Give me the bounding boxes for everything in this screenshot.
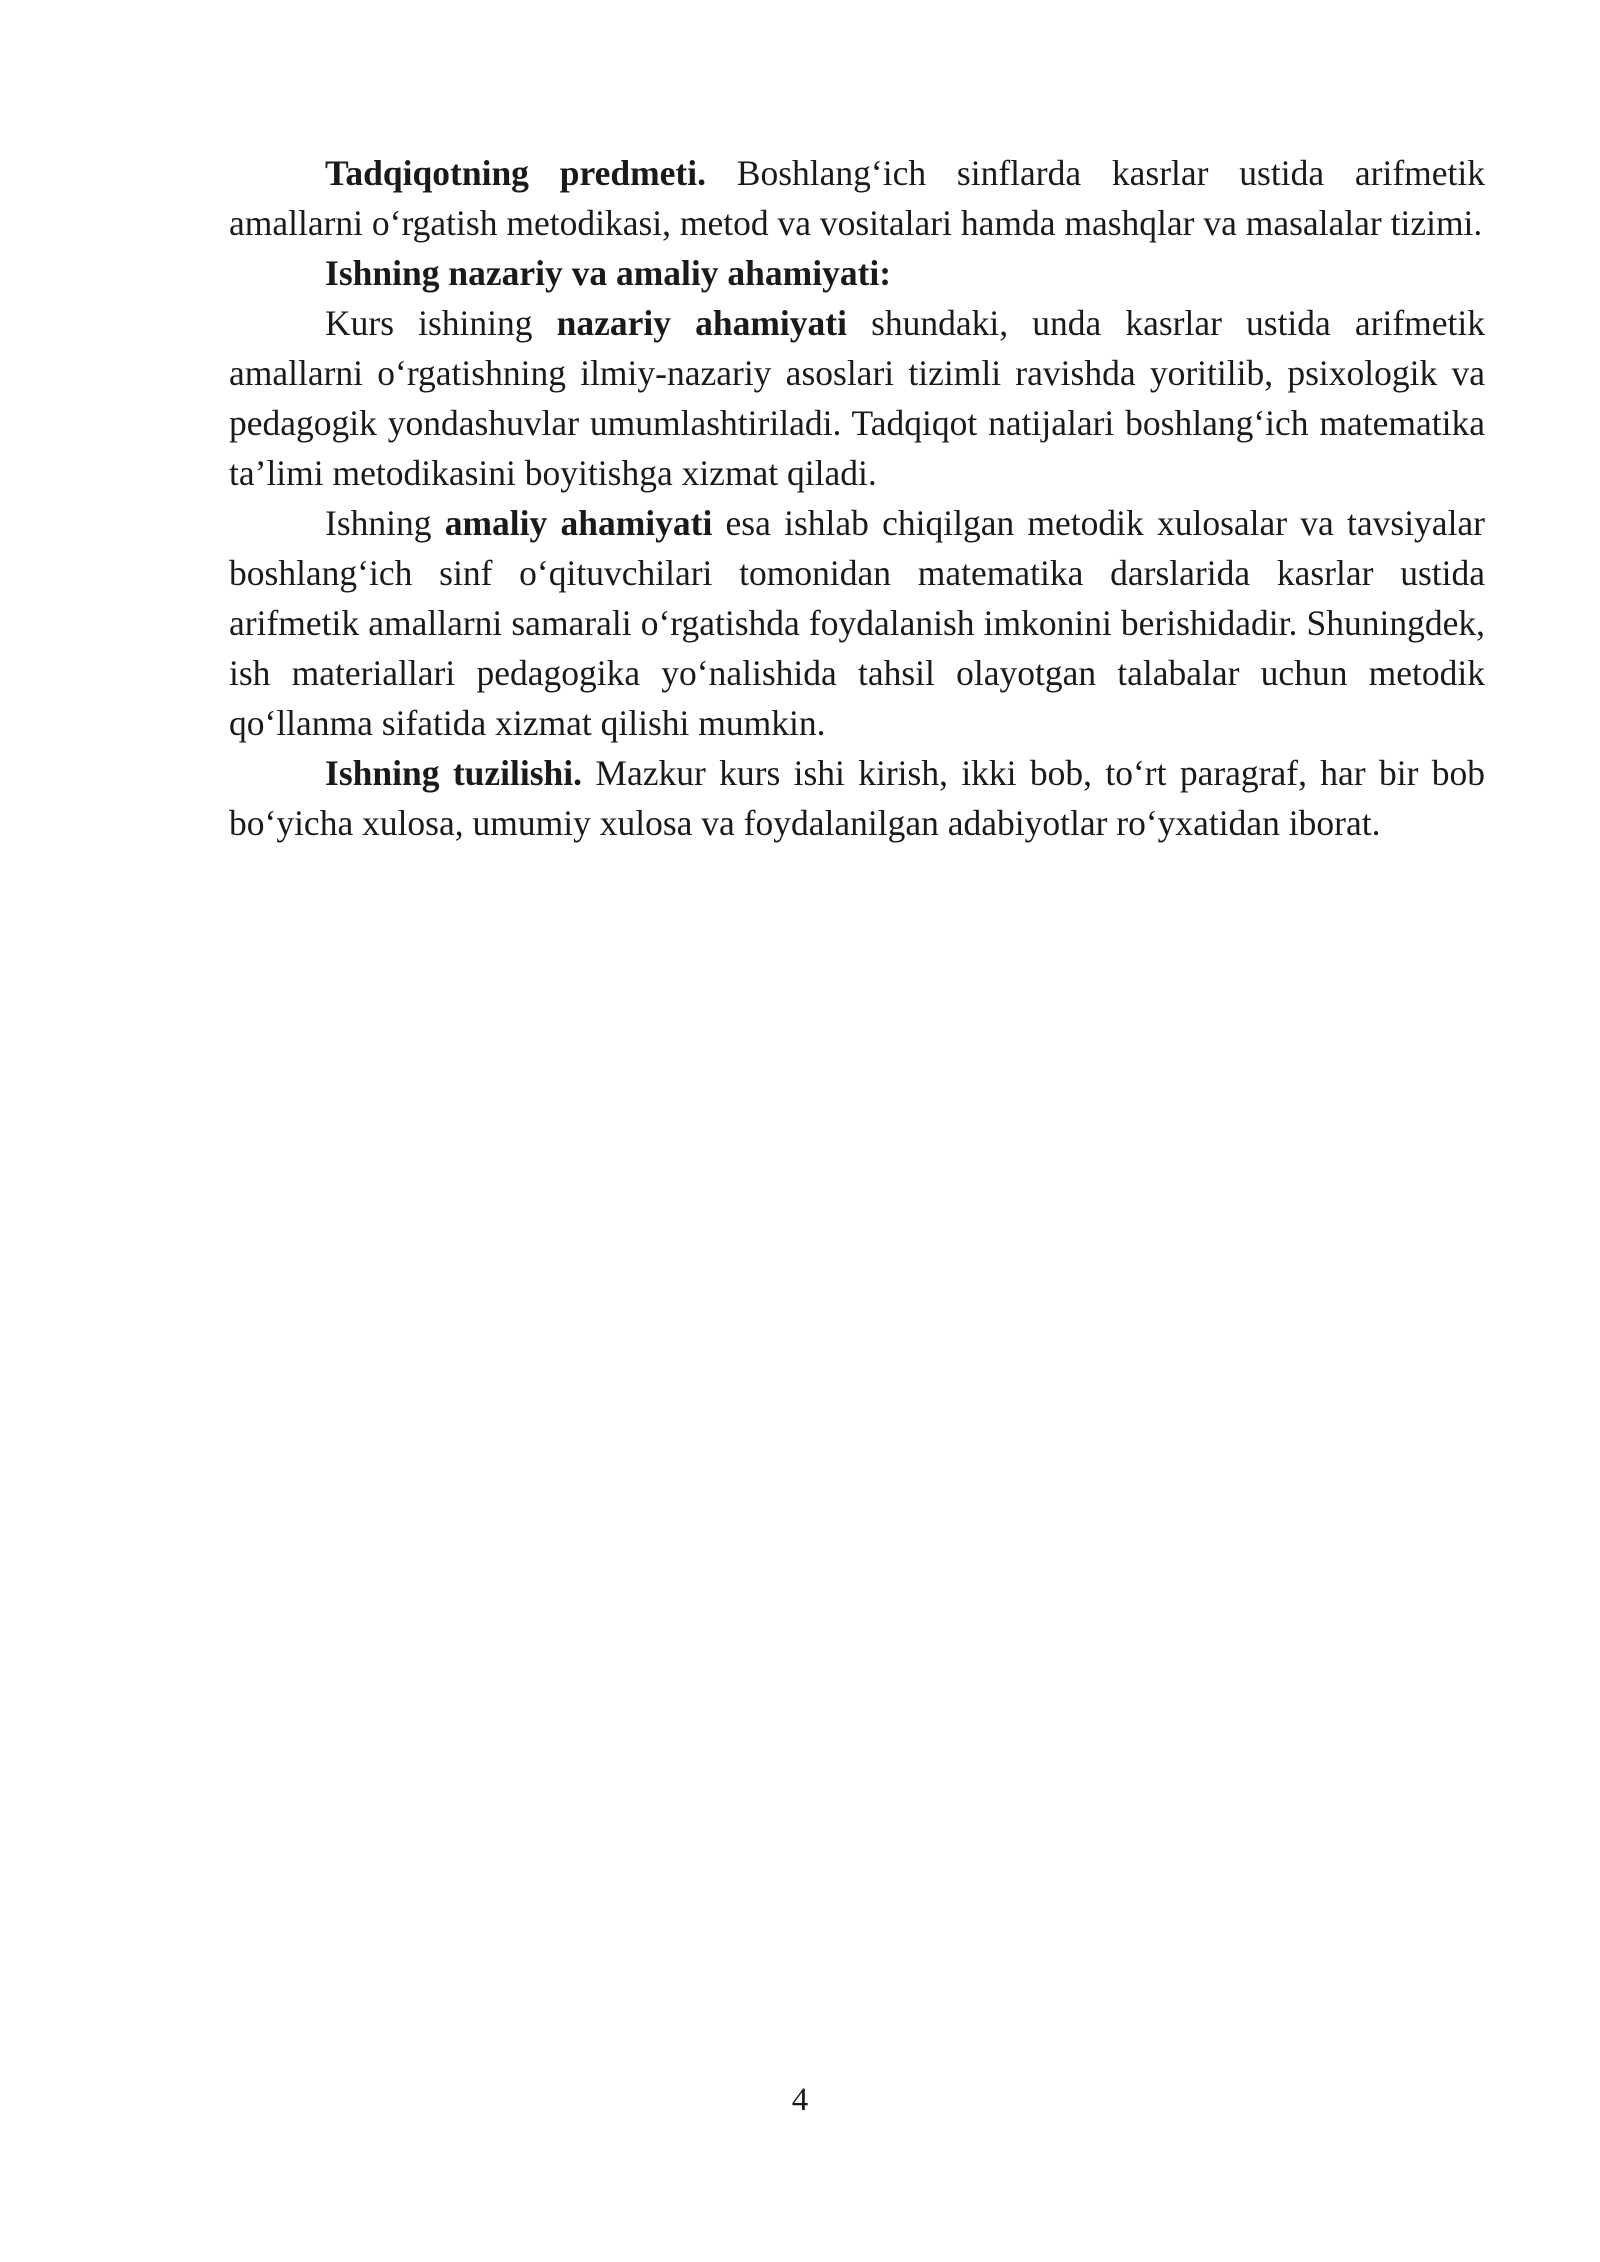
significance-heading: Ishning nazariy va amaliy ahamiyati: (325, 253, 892, 293)
paragraph-practical-significance (229, 498, 1485, 748)
paragraph-research-subject (229, 148, 1485, 248)
theoretical-significance-text: shundaki, unda kasrlar ustida arifmetik amallarni o‘rgatishning ilmiy-nazariy asoslari tizimli ravishda yoritilib, psixologik va pedagogik yondashuvlar umumlashtiriladi. Tadqiqot natijalari boshlang‘ich matematika ta’limi metodikasini boyitishga xizmat qiladi. (229, 303, 1486, 493)
document-body (229, 148, 1485, 848)
paragraph-theoretical-significance (229, 298, 1485, 498)
structure-text: Mazkur kurs ishi kirish, ikki bob, to‘rt paragraf, har bir bob bo‘yicha xulosa, umumiy xulosa va foydalanilgan adabiyotlar ro‘yxatidan iborat. (229, 753, 1485, 843)
practical-significance-term: amaliy ahamiyati (444, 503, 713, 543)
structure-heading: Ishning tuzilishi. (325, 753, 583, 793)
research-subject-heading: Tadqiqotning predmeti. (325, 153, 706, 193)
theoretical-significance-intro: Kurs ishining (325, 303, 557, 343)
research-subject-text: Boshlang‘ich sinflarda kasrlar ustida arifmetik amallarni o‘rgatish metodikasi, metod va vositalari hamda mashqlar va masalalar tizimi. (229, 153, 1485, 243)
paragraph-structure (229, 748, 1485, 848)
practical-significance-intro: Ishning (325, 503, 445, 543)
paragraph-significance-heading (229, 248, 1485, 298)
theoretical-significance-term: nazariy ahamiyati (556, 303, 847, 343)
practical-significance-text: esa ishlab chiqilgan metodik xulosalar va tavsiyalar boshlang‘ich sinf o‘qituvchilari tomonidan matematika darslarida kasrlar ustida arifmetik amallarni samarali o‘rgatishda foydalanish imkonini berishidadir. Shuningdek, ish materiallari pedagogika yo‘nalishida tahsil olayotgan talabalar uchun metodik qo‘llanma sifatida xizmat qilishi mumkin. (229, 503, 1486, 743)
page-number: 4 (791, 2082, 809, 2118)
